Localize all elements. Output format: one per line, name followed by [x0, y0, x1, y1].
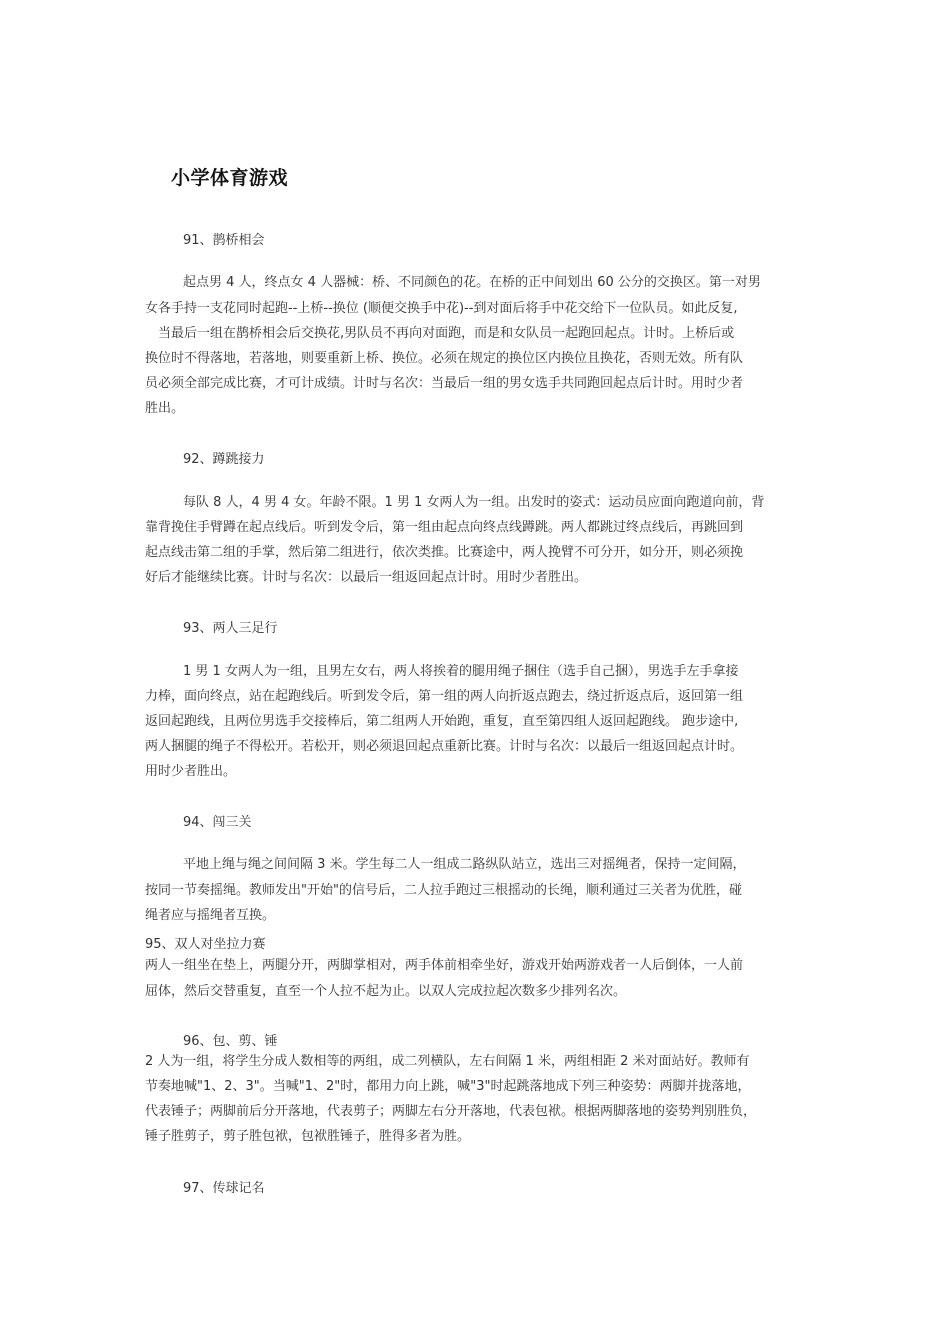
- paragraph-line: 绳者应与摇绳者互换。: [145, 908, 276, 923]
- paragraph-line: 起点线击第二组的手掌，然后第二组进行，依次类推。比赛途中，两人挽臂不可分开，如分开，则必须挽: [145, 545, 744, 560]
- paragraph-line: 2 人为一组，将学生分成人数相等的两组，成二列横队，左右间隔 1 米，两组相距 2 米对面站好。教师有: [145, 1054, 750, 1069]
- paragraph-line: 两人捆腿的绳子不得松开。若松开，则必须退回起点重新比赛。计时与名次：以最后一组返回起点计时。: [145, 739, 744, 754]
- section-heading-92: 92、蹲跳接力: [183, 452, 265, 467]
- paragraph-line: 代表锤子；两脚前后分开落地，代表剪子；两脚左右分开落地，代表包袱。根据两脚落地的姿势判别胜负，: [145, 1104, 757, 1119]
- paragraph-line: 两人一组坐在垫上，两腿分开，两脚掌相对，两手体前相牵坐好，游戏开始两游戏者一人后倒体，一人前: [145, 958, 744, 973]
- section-heading-95: 95、双人对坐拉力赛: [145, 937, 266, 952]
- page-title: 小学体育游戏: [171, 167, 289, 189]
- paragraph-line: 屈体，然后交替重复，直至一个人拉不起为止。以双人完成拉起次数多少排列名次。: [145, 984, 627, 999]
- paragraph-line: 返回起跑线，且两位男选手交接棒后，第二组两人开始跑，重复，直至第四组人返回起跑线。 跑步途中,: [145, 714, 739, 729]
- paragraph-line: 当最后一组在鹊桥相会后交换花,男队员不再向对面跑，而是和女队员一起跑回起点。计时。上桥后或: [158, 326, 735, 341]
- paragraph-line: 锤子胜剪子，剪子胜包袱，包袱胜锤子，胜得多者为胜。: [145, 1129, 471, 1144]
- section-heading-93: 93、两人三足行: [183, 621, 278, 636]
- paragraph-line: 平地上绳与绳之间间隔 3 米。学生每二人一组成二路纵队站立，选出三对摇绳者，保持一定间隔，: [183, 857, 746, 872]
- section-heading-96: 96、包、剪、锤: [183, 1034, 278, 1049]
- paragraph-line: 按同一节奏摇绳。教师发出"开始"的信号后，二人拉手跑过三根摇动的长绳，顺利通过三关者为优胜，碰: [145, 883, 742, 898]
- paragraph-line: 用时少者胜出。: [145, 764, 237, 779]
- paragraph-line: 节奏地喊"1、2、3"。当喊"1、2"时，都用力向上跳，喊"3"时起跳落地成下列三种姿势：两脚并拢落地，: [145, 1079, 751, 1094]
- section-heading-91: 91、鹊桥相会: [183, 233, 265, 248]
- paragraph-line: 1 男 1 女两人为一组，且男左女右，两人将挨着的腿用绳子捆住（选手自己捆），男选手左手拿接: [183, 664, 739, 679]
- paragraph-line: 换位时不得落地，若落地，则要重新上桥、换位。必须在规定的换位区内换位且换花，否则无效。所有队: [145, 351, 744, 366]
- section-heading-94: 94、闯三关: [183, 815, 252, 830]
- paragraph-line: 靠背挽住手臂蹲在起点线后。听到发令后，第一组由起点向终点线蹲跳。两人都跳过终点线后，再跳回到: [145, 520, 744, 535]
- paragraph-line: 起点男 4 人，终点女 4 人器械：桥、不同颜色的花。在桥的正中间划出 60 公分的交换区。第一对男: [183, 275, 761, 290]
- section-heading-97: 97、传球记名: [183, 1181, 265, 1196]
- paragraph-line: 胜出。: [145, 401, 185, 416]
- paragraph-line: 员必须全部完成比赛，才可计成绩。计时与名次：当最后一组的男女选手共同跑回起点后计时。用时少者: [145, 376, 744, 391]
- paragraph-line: 力棒，面向终点，站在起跑线后。听到发令后，第一组的两人向折返点跑去，绕过折返点后，返回第一组: [145, 689, 744, 704]
- paragraph-line: 女各手持一支花同时起跑--上桥--换位 (顺便交换手中花)--到对面后将手中花交给下一位队员。如此反复,: [145, 301, 738, 316]
- paragraph-line: 好后才能继续比赛。计时与名次：以最后一组返回起点计时。用时少者胜出。: [145, 570, 588, 585]
- paragraph-line: 每队 8 人，4 男 4 女。年龄不限。1 男 1 女两人为一组。出发时的姿式：运动员应面向跑道向前，背: [183, 495, 765, 510]
